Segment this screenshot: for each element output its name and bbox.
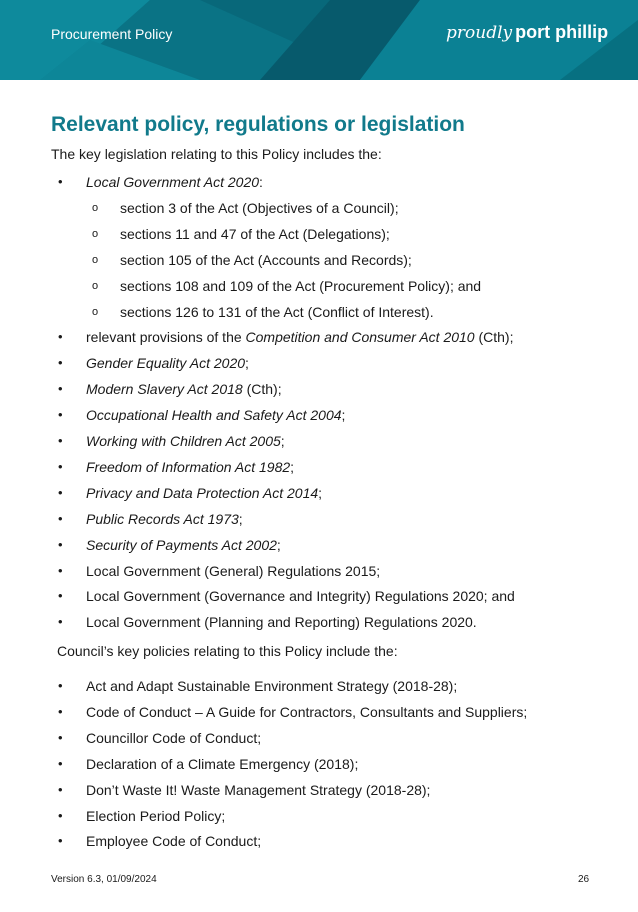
sub-bullet-icon: o bbox=[92, 227, 99, 240]
logo-script-text: proudly bbox=[446, 23, 513, 43]
legislation-text bbox=[120, 251, 412, 269]
legislation-text bbox=[86, 432, 285, 450]
bullet-icon: • bbox=[58, 807, 63, 823]
legislation-text-part: ; bbox=[276, 536, 281, 553]
legislation-text bbox=[86, 354, 249, 372]
legislation-text bbox=[86, 613, 477, 631]
legislation-text-part: ; bbox=[290, 458, 295, 475]
bullet-icon: • bbox=[58, 614, 63, 630]
legislation-text-part: ; bbox=[238, 510, 243, 527]
legislation-text-part: relevant provisions of the bbox=[86, 329, 246, 346]
legislation-text-part: (Cth); bbox=[242, 381, 282, 398]
logo-brand-text: port phillip bbox=[515, 22, 609, 42]
legislation-text bbox=[86, 536, 281, 554]
sub-bullet-icon: o bbox=[92, 305, 99, 318]
bullet-icon: • bbox=[58, 678, 63, 693]
legislation-text bbox=[86, 406, 345, 424]
section-heading: Relevant policy, regulations or legislation bbox=[51, 113, 465, 136]
legislation-text bbox=[120, 225, 390, 243]
legislation-text bbox=[120, 277, 481, 295]
footer-version: Version 6.3, 01/09/2024 bbox=[51, 874, 157, 885]
bullet-icon: • bbox=[58, 588, 63, 604]
legislation-text-part: ; bbox=[341, 407, 346, 424]
proudly-port-phillip-logo bbox=[446, 22, 608, 43]
policy-text: Election Period Policy; bbox=[86, 807, 226, 824]
sub-bullet-icon: o bbox=[92, 279, 99, 292]
legislation-text-part: Competition and Consumer Act 2010 bbox=[245, 329, 475, 346]
bullet-icon: • bbox=[58, 562, 63, 578]
legislation-text-part: Security of Payments Act 2002 bbox=[86, 536, 277, 553]
legislation-text-part: section 105 of the Act (Accounts and Records); bbox=[120, 251, 412, 268]
legislation-text bbox=[86, 458, 294, 476]
legislation-text-part: sections 11 and 47 of the Act (Delegations); bbox=[120, 225, 390, 242]
footer-page-number: 26 bbox=[578, 874, 590, 885]
policy-text: Don’t Waste It! Waste Management Strategy (2018-28); bbox=[86, 781, 431, 798]
legislation-text-part: Privacy and Data Protection Act 2014 bbox=[86, 484, 319, 501]
bullet-icon: • bbox=[58, 484, 63, 500]
legislation-text-part: Modern Slavery Act 2018 bbox=[86, 381, 243, 398]
legislation-text bbox=[86, 380, 282, 398]
legislation-text-part: Freedom of Information Act 1982 bbox=[86, 458, 291, 475]
bullet-icon: • bbox=[58, 355, 63, 371]
bullet-icon: • bbox=[58, 381, 63, 397]
legislation-text bbox=[86, 587, 515, 605]
legislation-text-part: Occupational Health and Safety Act 2004 bbox=[86, 407, 342, 424]
legislation-text bbox=[86, 484, 322, 502]
bullet-icon: • bbox=[58, 329, 63, 345]
policy-text: Act and Adapt Sustainable Environment Strategy (2018-28); bbox=[86, 678, 458, 694]
sub-bullet-icon: o bbox=[92, 253, 99, 266]
policy-text: Declaration of a Climate Emergency (2018); bbox=[86, 755, 359, 772]
legislation-text-part: : bbox=[259, 174, 263, 190]
bullet-icon: • bbox=[58, 833, 63, 849]
legislation-text-part: Local Government (General) Regulations 2015; bbox=[86, 562, 381, 579]
policy-text: Code of Conduct – A Guide for Contractors, Consultants and Suppliers; bbox=[86, 703, 528, 720]
legislation-text bbox=[120, 303, 434, 321]
bullet-icon: • bbox=[58, 174, 63, 189]
policies-intro: Council’s key policies relating to this Policy include the: bbox=[57, 643, 398, 659]
legislation-text-part: Local Government (Planning and Reporting) Regulations 2020. bbox=[86, 614, 477, 631]
legislation-text-part: (Cth); bbox=[474, 329, 514, 346]
policy-text: Councillor Code of Conduct; bbox=[86, 729, 262, 746]
legislation-text bbox=[86, 328, 513, 346]
bullet-icon: • bbox=[58, 458, 63, 474]
legislation-text bbox=[120, 199, 399, 217]
bullet-icon: • bbox=[58, 729, 63, 745]
legislation-intro: The key legislation relating to this Policy includes the: bbox=[51, 146, 382, 162]
legislation-text-part: ; bbox=[280, 433, 285, 449]
sub-bullet-icon: o bbox=[92, 201, 99, 214]
bullet-icon: • bbox=[58, 703, 63, 719]
legislation-text bbox=[86, 510, 243, 528]
legislation-text-part: sections 126 to 131 of the Act (Conflict of Interest). bbox=[120, 303, 434, 320]
bullet-icon: • bbox=[58, 536, 63, 552]
document-title: Procurement Policy bbox=[51, 26, 173, 42]
bullet-icon: • bbox=[58, 755, 63, 771]
legislation-text-part: ; bbox=[245, 355, 249, 372]
bullet-icon: • bbox=[58, 781, 63, 797]
legislation-text-part: Local Government (Governance and Integrity) Regulations 2020; and bbox=[86, 588, 515, 605]
bullet-icon: • bbox=[58, 407, 63, 423]
legislation-text-part: ; bbox=[318, 484, 323, 501]
bullet-icon: • bbox=[58, 433, 63, 448]
legislation-text bbox=[86, 173, 263, 191]
page-header bbox=[0, 0, 638, 80]
legislation-text-part: Working with Children Act 2005 bbox=[86, 433, 281, 449]
legislation-text-part: Public Records Act 1973 bbox=[86, 510, 239, 527]
legislation-text-part: sections 108 and 109 of the Act (Procurement Policy); and bbox=[120, 277, 482, 294]
legislation-text-part: section 3 of the Act (Objectives of a Council); bbox=[120, 199, 399, 216]
legislation-text bbox=[86, 562, 380, 580]
policy-text: Employee Code of Conduct; bbox=[86, 833, 262, 850]
legislation-text-part: Gender Equality Act 2020 bbox=[86, 355, 246, 372]
legislation-text-part: Local Government Act 2020 bbox=[86, 174, 260, 190]
bullet-icon: • bbox=[58, 510, 63, 526]
